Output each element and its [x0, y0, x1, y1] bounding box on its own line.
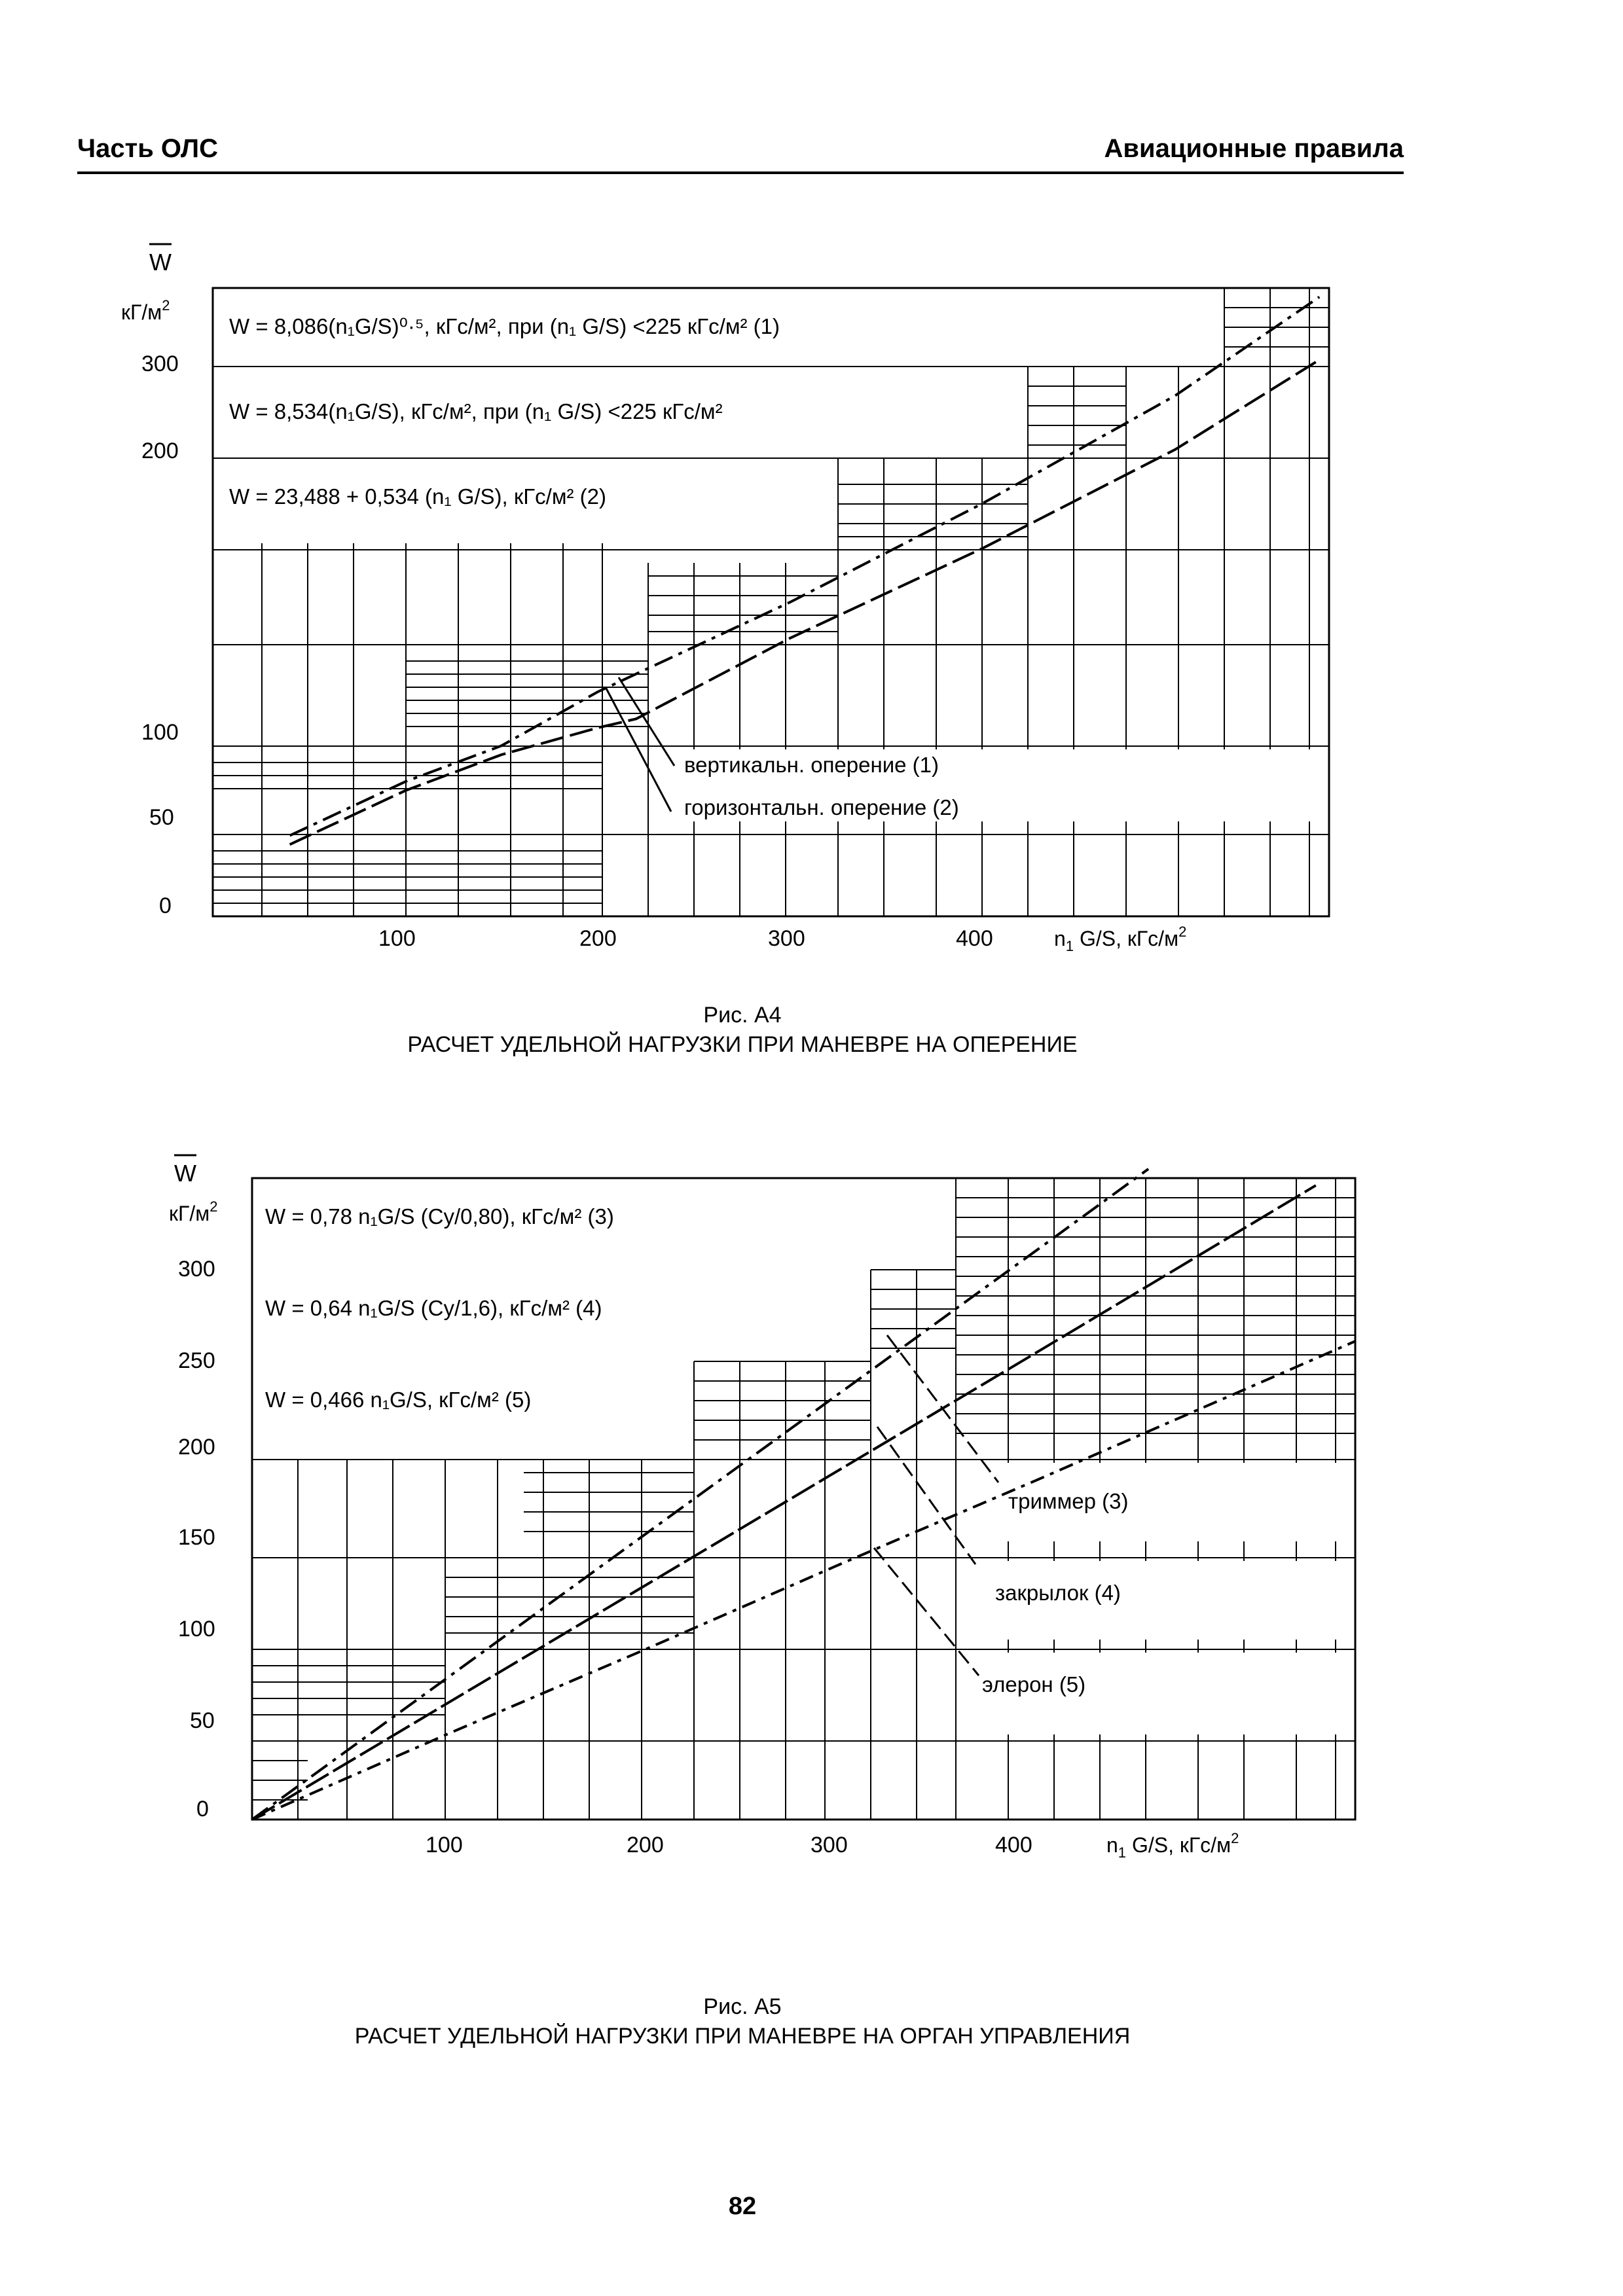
fig-a4-leader-1	[619, 677, 674, 766]
fig-a5-leader-1	[887, 1335, 998, 1482]
fig-a5-formula-2: W = 0,64 n₁G/S (Cy/1,6), кГс/м² (4)	[265, 1296, 602, 1320]
fig-a4-y-symbol: W	[149, 249, 172, 276]
fig-a5-ytick-150: 150	[178, 1525, 215, 1550]
fig-a5-xtick-100: 100	[426, 1833, 463, 1857]
header-right: Авиационные правила	[1104, 134, 1404, 163]
fig-a5-xtick-300: 300	[811, 1833, 848, 1857]
fig-a4-ytick-50: 50	[149, 805, 174, 830]
page-number: 82	[728, 2193, 757, 2220]
fig-a5-xtick-400: 400	[995, 1833, 1032, 1857]
fig-a4-frame	[213, 288, 1329, 916]
figure-a5	[169, 1155, 1355, 1861]
fig-a4-formula-3: W = 23,488 + 0,534 (n₁ G/S), кГс/м² (2)	[229, 484, 607, 509]
fig-a4-grid	[213, 288, 1329, 916]
fig-a5-xlabel: $n_1$ G/S, кГс/$м^2$	[1106, 1830, 1239, 1861]
fig-a5-ytick-100: 100	[178, 1617, 215, 1641]
fig-a5-y-symbol: W	[174, 1160, 196, 1187]
fig-a5-ytick-0: 0	[196, 1797, 209, 1821]
fig-a5-ytick-250: 250	[178, 1348, 215, 1373]
fig-a4-ytick-0: 0	[159, 893, 172, 918]
fig-a4-ytick-300: 300	[141, 351, 179, 376]
fig-a5-ytick-300: 300	[178, 1257, 215, 1282]
fig-a4-xtick-200: 200	[579, 926, 617, 951]
figure-a4	[121, 244, 1329, 954]
fig-a4-y-unit: $кГ/м^2$	[121, 297, 170, 324]
fig-a5-annotation-3: элерон (5)	[982, 1672, 1086, 1696]
fig-a5-formula-3: W = 0,466 n₁G/S, кГс/м² (5)	[265, 1388, 532, 1412]
header-left: Часть ОЛС	[77, 134, 218, 163]
fig-a4-annotation-2: горизонтальн. оперение (2)	[684, 795, 959, 819]
fig-a4-xtick-400: 400	[956, 926, 993, 951]
fig-a4-annotation-1: вертикальн. оперение (1)	[684, 753, 939, 777]
fig-a5-formula-1: W = 0,78 n₁G/S (Cy/0,80), кГс/м² (3)	[265, 1204, 614, 1229]
fig-a4-caption-title: РАСЧЕТ УДЕЛЬНОЙ НАГРУЗКИ ПРИ МАНЕВРЕ НА ОПЕРЕНИЕ	[407, 1032, 1078, 1057]
fig-a5-y-unit: $кГ/м^2$	[169, 1198, 218, 1225]
fig-a5-leader-3	[874, 1548, 979, 1676]
fig-a4-formula-1: W = 8,086(n₁G/S)⁰·⁵, кГс/м², при (n₁ G/S) <225 кГс/м² (1)	[229, 314, 780, 338]
fig-a5-leader-2	[877, 1427, 976, 1564]
fig-a5-ytick-200: 200	[178, 1435, 215, 1460]
fig-a5-caption-number: Рис. А5	[703, 1994, 782, 2019]
fig-a5-xtick-200: 200	[627, 1833, 664, 1857]
fig-a4-xtick-100: 100	[378, 926, 416, 951]
fig-a4-xtick-300: 300	[768, 926, 805, 951]
fig-a4-xlabel: $n_1$ G/S, кГс/$м^2$	[1054, 924, 1187, 954]
fig-a4-formula-2: W = 8,534(n₁G/S), кГс/м², при (n₁ G/S) <225 кГс/м²	[229, 399, 723, 423]
fig-a5-caption-title: РАСЧЕТ УДЕЛЬНОЙ НАГРУЗКИ ПРИ МАНЕВРЕ НА ОРГАН УПРАВЛЕНИЯ	[354, 2024, 1131, 2049]
fig-a5-annotation-1: триммер (3)	[1008, 1489, 1129, 1513]
fig-a4-caption-number: Рис. А4	[703, 1003, 782, 1028]
fig-a5-annotation-2: закрылок (4)	[995, 1581, 1121, 1605]
fig-a4-ytick-100: 100	[141, 720, 179, 745]
fig-a5-ytick-50: 50	[190, 1708, 215, 1733]
fig-a4-ytick-200: 200	[141, 439, 179, 463]
